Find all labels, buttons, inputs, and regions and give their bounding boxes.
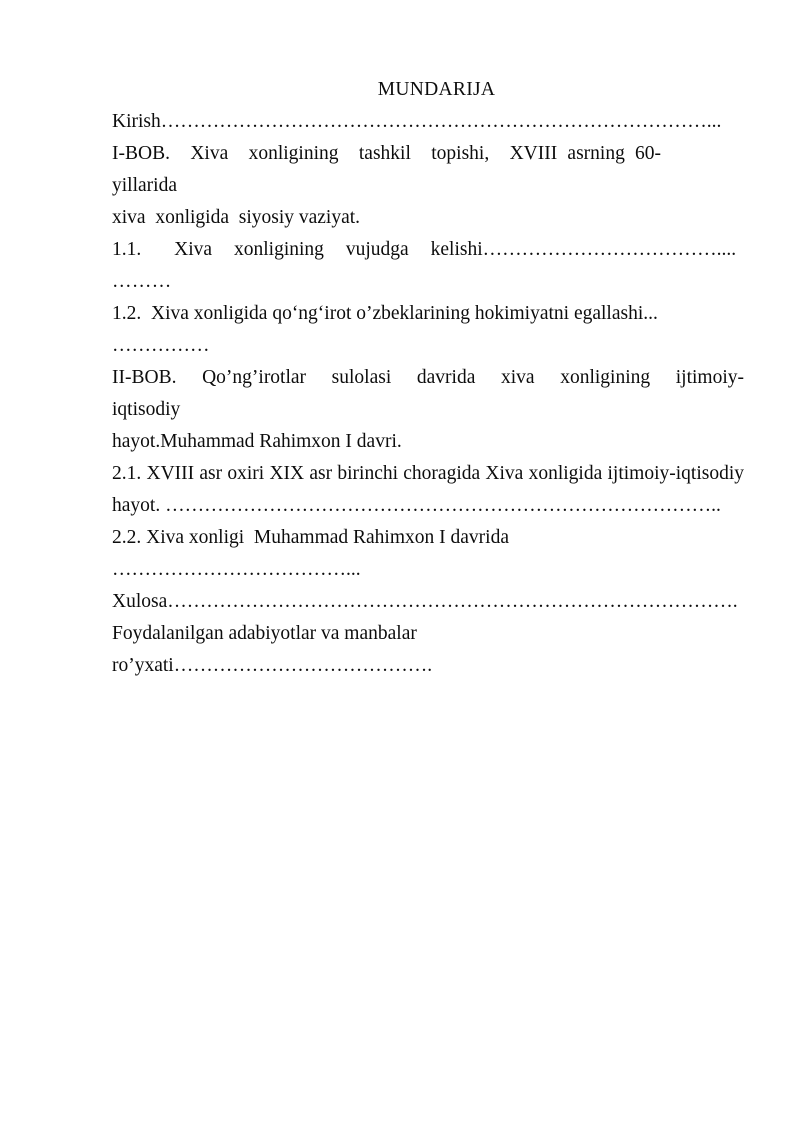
page-title: MUNDARIJA bbox=[377, 79, 496, 100]
toc-heading-bob-2-line-1: II-BOB. Qo’ng’irotlar sulolasi davrida xiva xonligining ijtimoiy-iqtisodiy bbox=[112, 367, 744, 420]
toc-entry-2-2: 2.2. Xiva xonligi Muhammad Rahimxon I davrida ………………………………... bbox=[112, 527, 514, 580]
toc-heading-bob-2-line-2: hayot.Muhammad Rahimxon I davri. bbox=[112, 431, 402, 452]
toc-entry-1-1-overflow: ……… bbox=[112, 271, 172, 292]
toc-entry-foydalanilgan-adabiyotlar: Foydalanilgan adabiyotlar va manbalar ro’yxati…………………………………. bbox=[112, 623, 433, 676]
toc-entry-xulosa: Xulosa……………………………………………………………………………. bbox=[112, 591, 738, 612]
document-content bbox=[112, 74, 744, 682]
toc-entry-2-1-line-2: hayot. ………………………………………………………………………….. bbox=[112, 495, 721, 516]
toc-entry-1-1: 1.1. Xiva xonligining vujudga kelishi……………………………….... bbox=[112, 239, 741, 260]
toc-heading-bob-1-line-2: xiva xonligida siyosiy vaziyat. bbox=[112, 207, 361, 228]
toc-entry-2-1-line-1: 2.1. XVIII asr oxiri XIX asr birinchi choragida Xiva xonligida ijtimoiy-iqtisodiy bbox=[112, 463, 744, 484]
toc-entry-kirish: Kirish…………………………………………………………………………... bbox=[112, 111, 722, 132]
toc-heading-bob-1-line-1: I-BOB. Xiva xonligining tashkil topishi, XVIII asrning 60- yillarida bbox=[112, 143, 666, 196]
toc-entry-1-2: 1.2. Xiva xonligida qo‘ng‘irot o’zbeklarining hokimiyatni egallashi... …………… bbox=[112, 303, 663, 356]
